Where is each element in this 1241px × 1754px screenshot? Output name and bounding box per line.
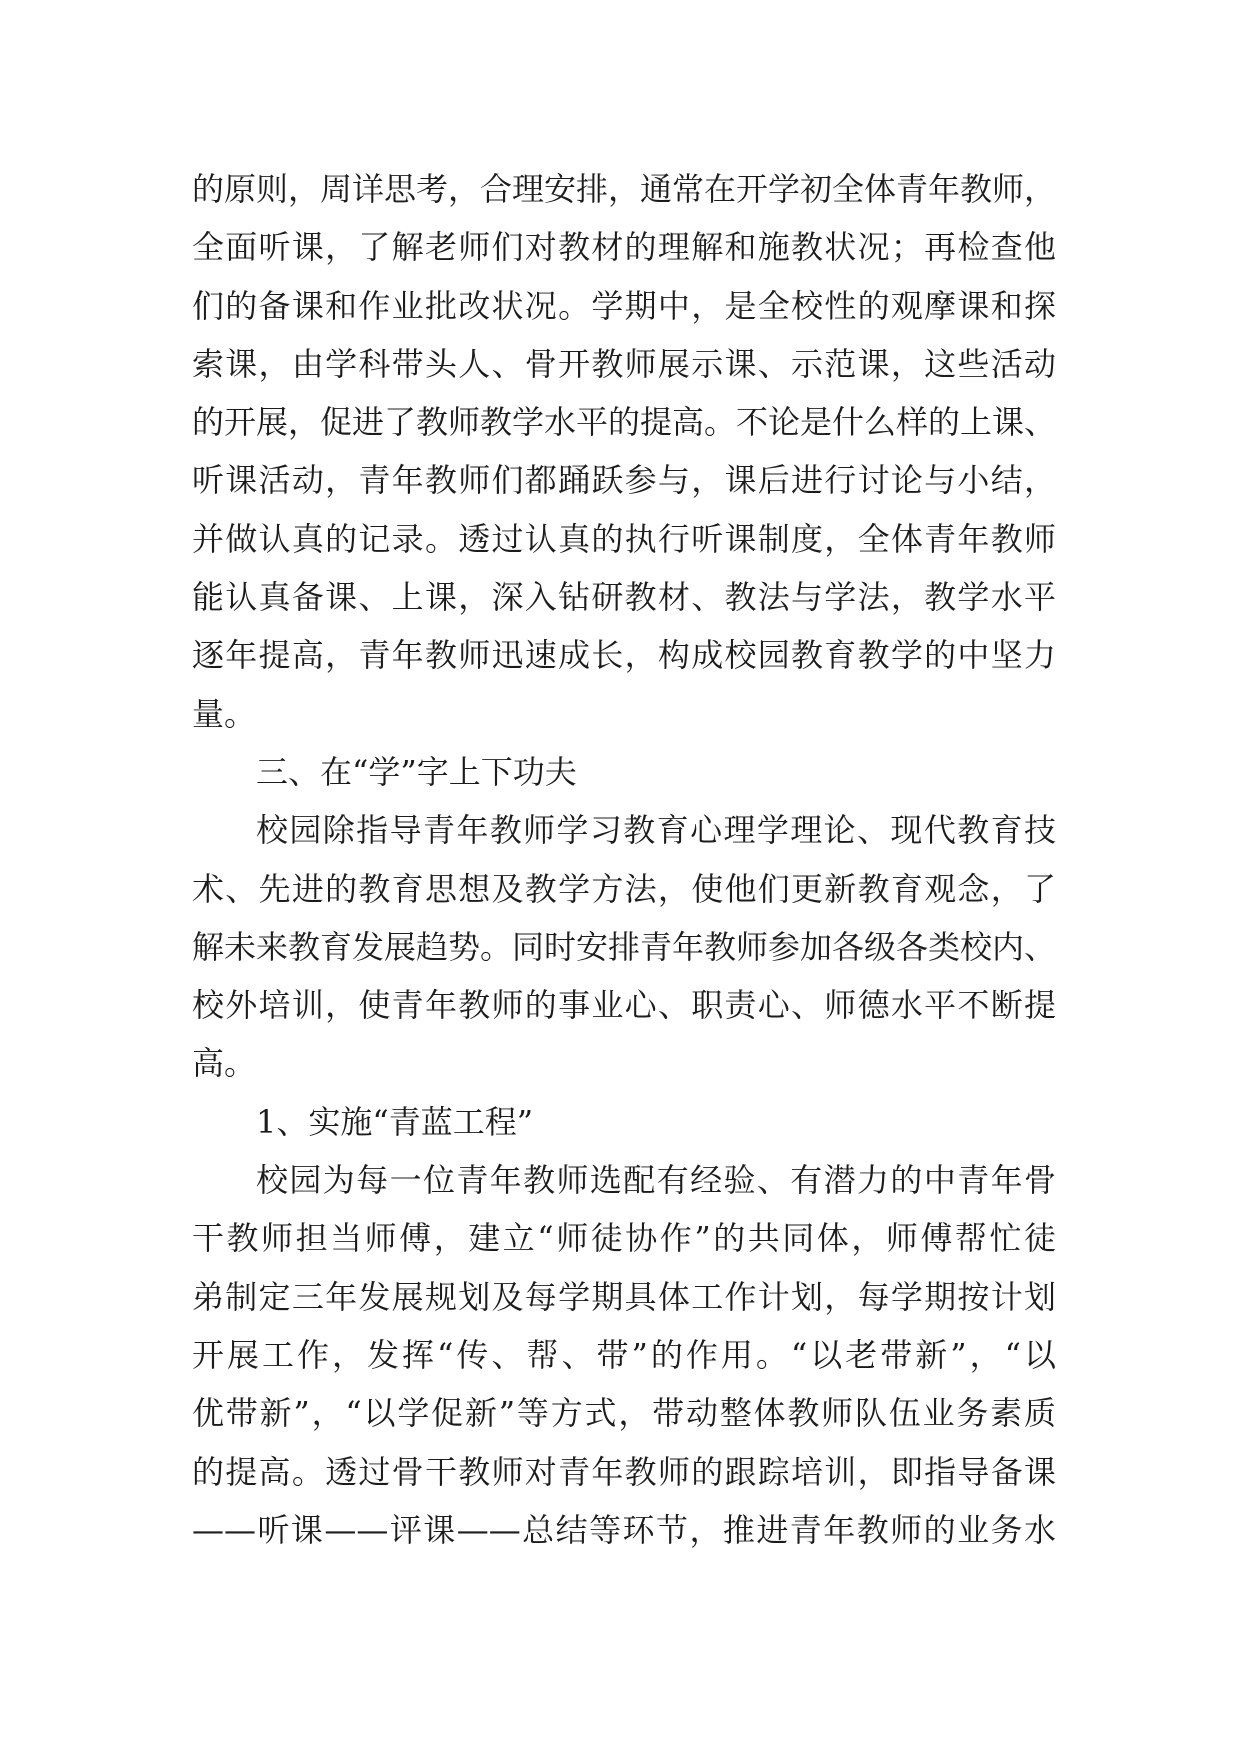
paragraph-line: 全面听课，了解老师们对教材的理解和施教状况；再检查他 [192, 228, 1056, 267]
paragraph-line: 高。 [192, 1044, 257, 1083]
paragraph-line: 术、先进的教育思想及教学方法，使他们更新教育观念，了 [192, 869, 1056, 908]
section-heading: 三、在“学”字上下功夫 [256, 752, 577, 791]
paragraph-line: 校园为每一位青年教师选配有经验、有潜力的中青年骨 [256, 1161, 1056, 1200]
paragraph-line: 干教师担当师傅，建立“师徒协作”的共同体，师傅帮忙徒 [192, 1219, 1056, 1258]
paragraph-line: 量。 [192, 694, 257, 733]
paragraph-line: ——听课——评课——总结等环节，推进青年教师的业务水 [192, 1510, 1056, 1549]
paragraph-line: 逐年提高，青年教师迅速成长，构成校园教育教学的中坚力 [192, 636, 1056, 675]
paragraph-line: 的原则，周详思考，合理安排，通常在开学初全体青年教师， [192, 170, 1057, 208]
paragraph-line: 能认真备课、上课，深入钻研教材、教法与学法，教学水平 [192, 578, 1056, 617]
paragraph-line: 的提高。透过骨干教师对青年教师的跟踪培训，即指导备课 [192, 1452, 1056, 1491]
paragraph-line: 校园除指导青年教师学习教育心理学理论、现代教育技 [256, 811, 1056, 850]
paragraph-line: 的开展，促进了教师教学水平的提高。不论是什么样的上课、 [192, 403, 1057, 442]
document-body [192, 160, 1056, 1559]
paragraph-line: 弟制定三年发展规划及每学期具体工作计划，每学期按计划 [192, 1277, 1056, 1316]
subsection-heading: 1、实施“青蓝工程” [256, 1102, 534, 1141]
paragraph-line: 听课活动，青年教师们都踊跃参与，课后进行讨论与小结， [192, 461, 1056, 500]
paragraph-line: 解未来教育发展趋势。同时安排青年教师参加各级各类校内、 [192, 927, 1057, 966]
paragraph-line: 校外培训，使青年教师的事业心、职责心、师德水平不断提 [192, 986, 1056, 1025]
paragraph-line: 并做认真的记录。透过认真的执行听课制度，全体青年教师 [192, 519, 1056, 558]
paragraph-line: 索课，由学科带头人、骨开教师展示课、示范课，这些活动 [192, 344, 1056, 383]
paragraph-line: 们的备课和作业批改状况。学期中，是全校性的观摩课和探 [192, 286, 1056, 325]
paragraph-line: 开展工作，发挥“传、帮、带”的作用。“以老带新”，“以 [192, 1335, 1056, 1374]
paragraph-line: 优带新”，“以学促新”等方式，带动整体教师队伍业务素质 [192, 1394, 1056, 1433]
